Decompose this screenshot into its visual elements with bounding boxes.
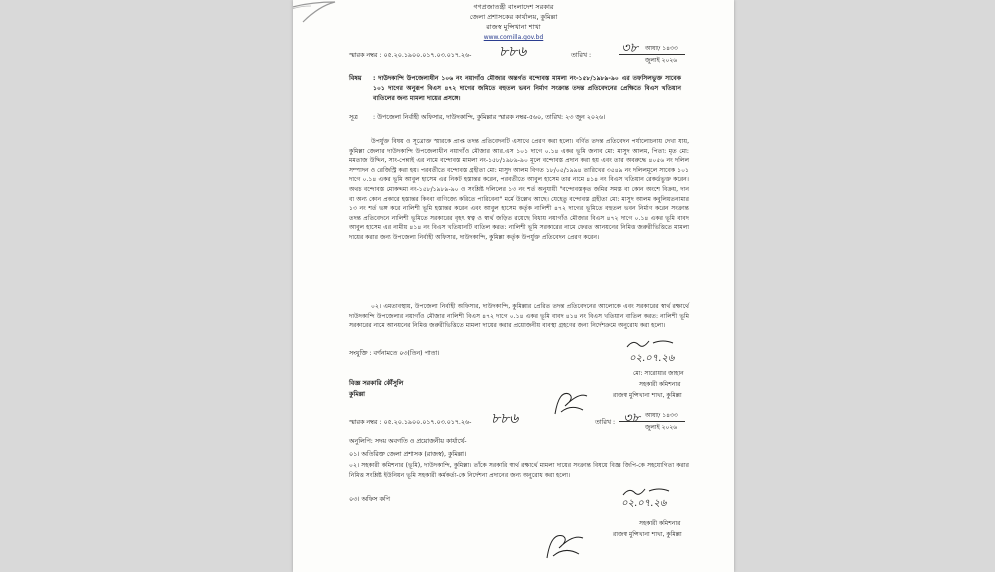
memo-date-bangla: আষাঢ় ১৪৩৩ <box>645 45 678 52</box>
memo-2-date-bangla: আষাঢ় ১৪৩৩ <box>645 412 678 419</box>
signature-1-title: সহকারী কমিশনার <box>639 381 681 388</box>
initial-signature-1 <box>551 384 595 420</box>
body-paragraph-1: উপর্যুক্ত বিষয় ও সূত্রোক্ত স্মারকে প্রাপ্ত তদন্ত প্রতিবেদনটি এসাথে প্রেরণ করা হলো। বর্ণিত তদন্ত প্রতিবেদন পর্যালোচনায় দেখা যায়, কুমিল্লা জেলার দাউদকান্দি উপজেলাধীন নয়াগাঁও মৌজার আর.এস ১০১ দাগে ০.১৪ একর ভূমি জনাব মো: মাসুদ আলম, পিতা: মৃত মো: মমতাজ উদ্দিন, সাং-পেন্নাই এর নামে বন্দোবস্ত মামলা নং-১৫৮/১৯৮৯-৯০ মূলে বন্দোবস্ত প্রদান করা হয় এবং তার অবরুদ্ধে ৪০৫৬ নং দলিল সম্পাদন ও রেজিস্ট্রি করা হয়। পরবর্তীতে বন্দোবস্ত গ্রহীতা মো: মাসুদ আলম বিগত ১৮/০৫/১৯৯৪ তারিখের ৩৫৪৯ নং দলিলমূলে সাবেক ১০১ দাগে ০.১৪ একর ভূমি আবুল হাসেম এর নিকট হস্তান্তর করেন, পরবর্তীতে আবুল হাসেম তার নামে ৪১৪ নং বিএস খতিয়ান রেকর্ডভুক্ত করেন। অথচ বন্দোবস্ত মোকদ্দমা নং-১৫৮/১৯৮৯-৯০ ও সংশ্লিষ্ট দলিলের ১৩ নং শর্ত অনুযায়ী "বন্দোবস্তকৃত জমির সমস্ত বা কোন অংশে বিক্রয়, দান বা অন্য কোন প্রকারে হস্তান্তর কিংবা বাণিজ্যে করিতে পারিবেনা" মর্মে উল্লেখ আছে। যেহেতু বন্দোবস্ত গ্রহীতা মো: মাসুদ আলম কবুলিয়তনামার ১৩ নং শর্ত ভঙ্গ করে নালিশী ভূমি হস্তান্তর করেন এবং আবুল হাসেম কর্তৃক নালিশী ৪৭২ দাগের ভূমিতে বহুতল ভবন নির্মাণ করেন সংক্রান্ত তদন্ত প্রতিবেদনে নালিশী ভূমিতে সরকারের বৃহৎ স্বত্ব ও স্বার্থ জড়িত রয়েছে বিধায় নয়াগাঁও মৌজার বিএস ৪৭২ দাগে ০.১৪ একর ভূমি বাবদ আবুল হাসেম এর নামীয় ৪১৪ নং বিএস খতিয়ানটি বাতিল করত: নালিশী ভূমি সরকারের নামে ফেরত আনয়নের নিমিত্ত জরুরীভিত্তিতে মামলা দায়ের করার জন্য উপজেলা নির্বাহী অফিসার, দাউদকান্দি, কুমিল্লা কর্তৃক উপর্যুক্ত প্রতিবেদন প্রেরণ করেন। <box>349 138 689 241</box>
memo-number: স্মারক নম্বর : ০৫.২০.১৯০০.০১৭.০৩.০১৭.২৬- <box>349 52 472 59</box>
memo-date-english: জুলাই ২০২৬ <box>645 57 678 64</box>
copies-item-1: ০১। অতিরিক্ত জেলা প্রশাসক (রাজস্ব), কুমিল্লা। <box>349 451 467 458</box>
copies-item-3: ০৩। অফিস কপি <box>349 496 390 503</box>
subject-text: : দাউদকান্দি উপজেলাধীন ১০৬ নং নয়াগাঁও মৌজার অন্তর্গত বন্দোবস্ত মামলা নং-১৫৮/১৯৮৯-৯০ এর তফসিলভুক্ত সাবেক ১০১ দাগের অনুরূপ বিএস ৪৭২ দাগের জমিতে বহুতল ভবন নির্মাণ সংক্রান্ত তদন্ত প্রতিবেদনের প্রেক্ষিতে বিএস খতিয়ান বাতিলের জন্য মামলা দায়ের প্রসঙ্গে। <box>373 75 681 103</box>
copies-item-2: ০২। সহকারী কমিশনার (ভূমি), দাউদকান্দি, কুমিল্লা। তাঁকে সরকারি স্বার্থ রক্ষার্থে মামলা দায়ের সংক্রান্ত বিষয়ে বিজ্ঞ জিপি-কে সহযোগিতা করার নিমিত্ত সংশ্লিষ্ট ইউনিয়ন ভূমি সহকারী কর্মকর্তা-কে নির্দেশনা প্রদানের জন্য অনুরোধ করা হলো। <box>349 462 689 479</box>
memo-2-date-day-handwritten: ৩৮ <box>623 411 640 426</box>
memo-date-label: তারিখ : <box>571 52 592 59</box>
header-government: গণপ্রজাতন্ত্রী বাংলাদেশ সরকার <box>473 3 554 11</box>
signature-1-name: মো: সারোয়ার জাহান <box>633 370 684 377</box>
signature-2-office: রাজস্ব মুন্সিখানা শাখা, কুমিল্লা <box>613 531 682 538</box>
header-section: রাজস্ব মুন্সিখানা শাখা <box>486 23 541 31</box>
memo-2-date-divider <box>619 421 685 422</box>
initial-signature-2 <box>543 524 591 564</box>
memo-2-date-label: তারিখ : <box>595 419 616 426</box>
signature-1-date-handwritten: ০২.০৭.২৬ <box>629 353 675 364</box>
signature-2-date-handwritten: ০২.০৭.২৬ <box>621 498 667 509</box>
signature-1-office: রাজস্ব মুন্সিখানা শাখা, কুমিল্লা <box>613 392 682 399</box>
body-paragraph-2: ০২। এমতাবস্থায়, উপজেলা নির্বাহী অফিসার, দাউদকান্দি, কুমিল্লার প্রেরিত তদন্ত প্রতিবেদনের আলোকে এবং সরকারের স্বার্থ রক্ষার্থে দাউদকান্দি উপজেলার নয়াগাঁও মৌজার নালিশী বিএস ৪৭২ দাগে ০.১৪ একর ভূমি বাবদ ৪১৪ নং বিএস খতিয়ান বাতিল করত: নালিশী ভূমি সরকারের নামে আনয়নের নিমিত্ত জরুরীভিত্তিতে মামলা দায়ের করার প্রয়োজনীয় ব্যবস্থা গ্রহণের জন্য নির্দেশক্রমে অনুরোধ করা হলো। <box>349 303 689 330</box>
memo-2-number-handwritten: ৮৮৬ <box>491 411 519 427</box>
header-website-link[interactable]: www.comilla.gov.bd <box>483 34 544 41</box>
signature-2-title: সহকারী কমিশনার <box>639 520 681 527</box>
enclosure-note: সংযুক্তি : বর্ণনামতে ০৩(তিন) পাতা। <box>349 350 440 357</box>
memo-2-number: স্মারক নম্বর : ০৫.২০.১৯০০.০১৭.০৩.০১৭.২৬- <box>349 419 472 426</box>
recipient-line-2: কুমিল্লা <box>349 391 366 398</box>
copies-intro: অনুলিপি: সদয় অবগতি ও প্রয়োজনীয় কার্যার্থে- <box>349 438 467 445</box>
recipient-line-1: বিজ্ঞ সরকারি কৌঁসুলি <box>349 380 404 387</box>
signature-1-scribble <box>623 337 693 353</box>
header-office: জেলা প্রশাসকের কার্যালয়, কুমিল্লা <box>469 13 558 21</box>
document-page <box>293 0 734 572</box>
memo-date-divider <box>619 54 685 55</box>
memo-number-handwritten: ৮৮৬ <box>499 44 527 60</box>
subject-label: বিষয় <box>349 75 362 82</box>
reference-label: সূত্র <box>349 114 358 121</box>
reference-text: : উপজেলা নির্বাহী অফিসার, দাউদকান্দি, কুমিল্লার স্মারক নম্বর-৫৬০, তারিখ: ২৩ জুন ২০২৬। <box>373 114 606 121</box>
memo-2-date-english: জুলাই ২০২৬ <box>645 424 678 431</box>
memo-date-day-handwritten: ৩৮ <box>621 41 638 56</box>
